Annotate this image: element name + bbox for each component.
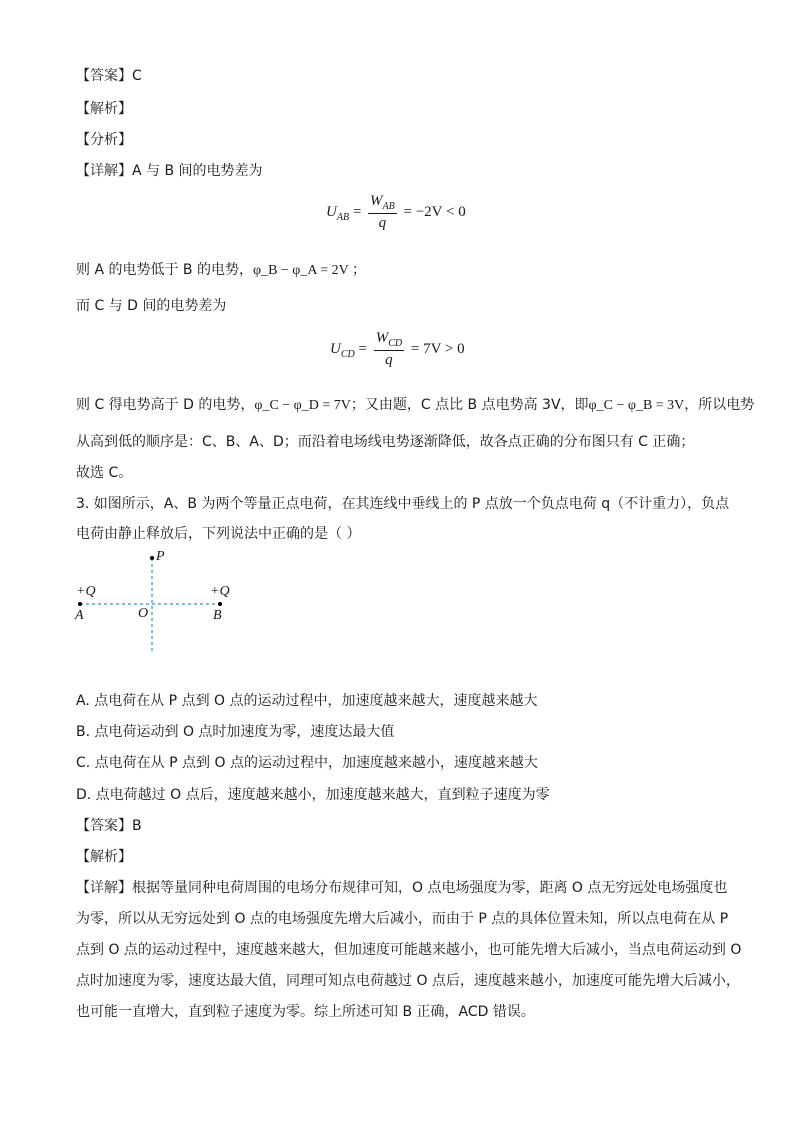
analysis-tag-1: 【解析】 — [76, 101, 132, 117]
answer-value-2: B — [132, 818, 142, 834]
equation-uab: $U_{AB}$ = $\frac{W_{AB}}{q}$ = −2V < 0 — [326, 193, 466, 231]
eq1-den: q — [378, 215, 387, 231]
point-p-dot — [150, 556, 154, 560]
label-a: A — [75, 608, 84, 623]
line-order: 从高到低的顺序是：C、B、A、D；而沿着电场线电势逐渐降低，故各点正确的分布图只有 C 正确； — [76, 434, 695, 450]
eq1-fraction — [368, 193, 397, 232]
answer-tag-2: 【答案】 — [76, 818, 132, 834]
answer-tag: 【答案】 — [76, 68, 132, 84]
eq2-fraction — [374, 330, 404, 369]
l3-math2: φ_C − φ_B = 3V — [588, 398, 685, 413]
line-potential-cd — [76, 395, 754, 416]
l3-a: 则 C 得电势高于 D 的电势， — [76, 397, 255, 413]
equation-ucd: $U_{CD}$ = $\frac{W_{CD}}{q}$ = 7V > 0 — [330, 330, 465, 368]
q3-stem-2: 电荷由静止释放后，下列说法中正确的是（ ） — [76, 526, 361, 542]
diagram-svg — [70, 550, 240, 655]
answer-value: C — [132, 68, 142, 84]
q3-stem-1: 3. 如图所示，A、B 为两个等量正点电荷，在其连线中垂线上的 P 点放一个负点电荷 q（不计重力），负点 — [76, 496, 730, 512]
charge-a-dot — [78, 602, 82, 606]
eq1-lhs-sub: AB — [336, 211, 350, 223]
l1-math: φ_B − φ_A = 2V ； — [252, 263, 366, 278]
option-a: A. 点电荷在从 P 点到 O 点的运动过程中，加速度越来越大，速度越来越大 — [76, 693, 538, 709]
eq2-num: W — [375, 330, 389, 346]
l3-c: ，所以电势 — [684, 397, 755, 413]
detail-paragraph-line-2: 为零，所以从无穷远处到 O 点的电场强度先增大后减小，而由于 P 点的具体位置未知，所以点电荷在从 P — [76, 911, 729, 927]
line-potential-ab — [76, 260, 366, 281]
detail-paragraph-line-3: 点到 O 点的运动过程中，速度越来越大，但加速度可能越来越小，也可能先增大后减小，当点电荷运动到 O — [76, 942, 742, 958]
label-p: P — [156, 549, 165, 564]
option-b: B. 点电荷运动到 O 点时加速度为零，速度达最大值 — [76, 724, 395, 740]
eq2-den: q — [385, 352, 393, 368]
detail-paragraph-line-5: 也可能一直增大，直到粒子速度为零。综上所述可知 B 正确，ACD 错误。 — [76, 1004, 535, 1020]
eq2-lhs: U — [330, 340, 341, 357]
eq2-num-sub: CD — [388, 338, 403, 349]
eq1-rhs: = −2V < 0 — [403, 203, 466, 220]
analysis-tag-2: 【解析】 — [76, 849, 132, 865]
detail-line-1 — [76, 161, 263, 181]
l1-text: 则 A 的电势低于 B 的电势， — [76, 262, 253, 278]
detail-text: A 与 B 间的电势差为 — [132, 163, 263, 179]
label-qb: +Q — [210, 584, 230, 599]
answer-line-1 — [76, 66, 142, 86]
answer-line-2 — [76, 816, 142, 836]
eq1-lhs: U — [326, 203, 337, 220]
l3-b: ；又由题，C 点比 B 点电势高 3V，即 — [350, 397, 589, 413]
eq1-num-sub: AB — [382, 201, 395, 212]
detail-paragraph-line-4: 点时加速度为零，速度达最大值，同理可知点电荷越过 O 点后，速度越来越小，加速度可能先增大后减小， — [76, 973, 740, 989]
option-c: C. 点电荷在从 P 点到 O 点的运动过程中，加速度越来越小，速度越来越大 — [76, 755, 538, 771]
charge-b-dot — [218, 602, 222, 606]
charge-diagram — [70, 550, 240, 655]
eq2-lhs-sub: CD — [340, 348, 355, 360]
line-cd-intro: 而 C 与 D 间的电势差为 — [76, 298, 227, 314]
detail-paragraph-line-1: 【详解】根据等量同种电荷周围的电场分布规律可知，O 点电场强度为零，距离 O 点无穷远处电场强度也 — [76, 880, 728, 896]
eq1-num: W — [370, 193, 383, 209]
fenxi-tag: 【分析】 — [76, 132, 132, 148]
option-d: D. 点电荷越过 O 点后，速度越来越小，加速度越来越大，直到粒子速度为零 — [76, 787, 550, 803]
line-choose-c: 故选 C。 — [76, 465, 133, 481]
label-b: B — [213, 608, 222, 623]
eq2-rhs: = 7V > 0 — [410, 340, 465, 357]
detail-tag: 【详解】 — [76, 163, 132, 179]
label-o: O — [138, 606, 149, 621]
label-qa: +Q — [76, 584, 96, 599]
l3-math1: φ_C − φ_D = 7V — [254, 398, 351, 413]
